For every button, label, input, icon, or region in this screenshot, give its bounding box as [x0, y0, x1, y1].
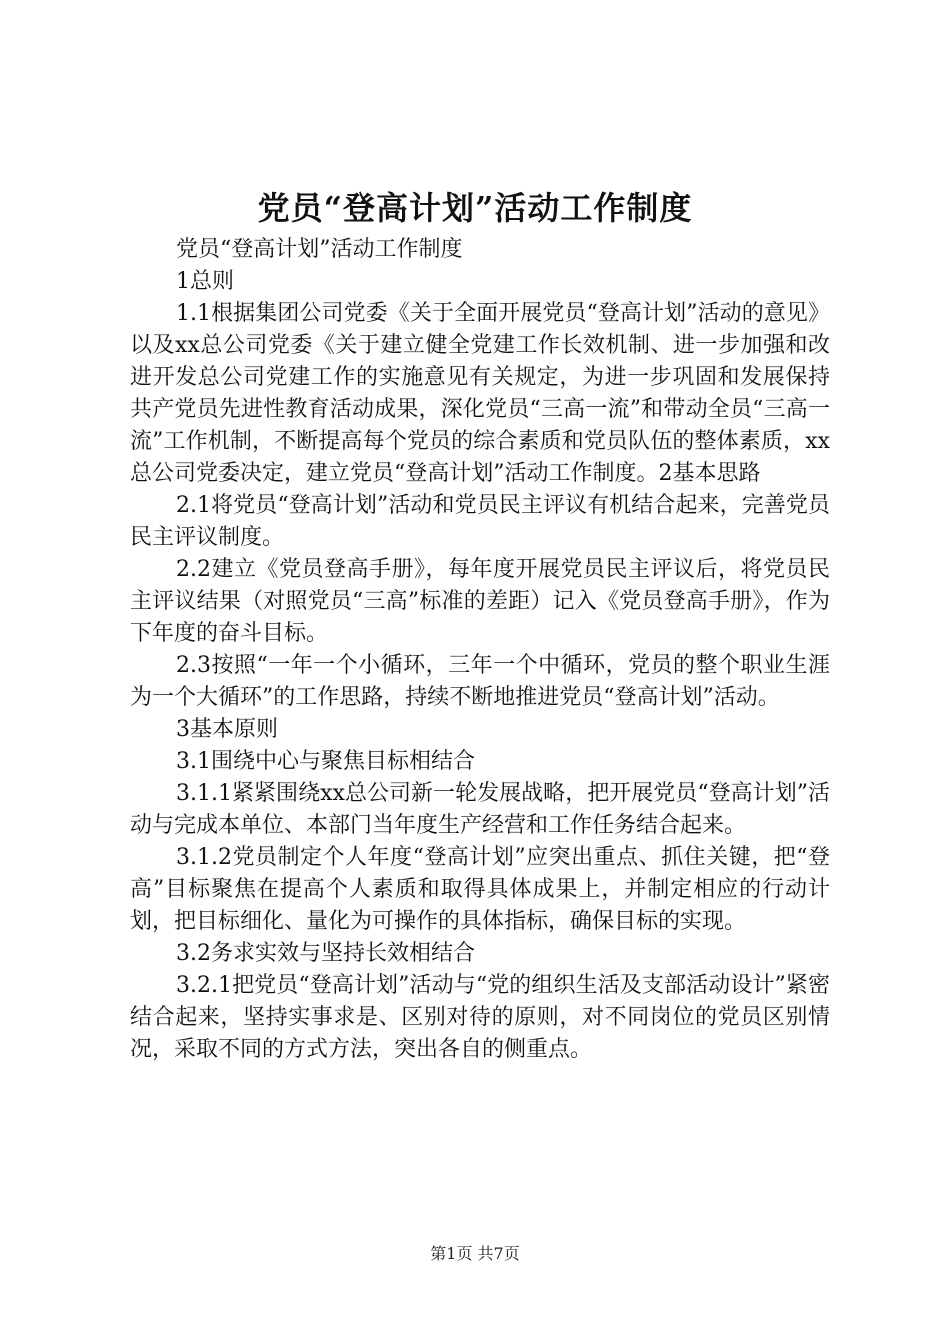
section-heading: 3基本原则 [176, 717, 278, 742]
document-body [130, 234, 830, 1066]
document-title: 党员“登高计划”活动工作制度 [257, 189, 693, 227]
paragraph: 3.1.1紧紧围绕xx总公司新一轮发展战略，把开展党员“登高计划”活动与完成本单位、本部门当年度生产经营和工作任务结合起来。 [130, 781, 830, 838]
paragraph: 1.1根据集团公司党委《关于全面开展党员“登高计划”活动的意见》以及xx总公司党委《关于建立健全党建工作长效机制、进一步加强和改进开发总公司党建工作的实施意见有关规定，为进一步巩固和发展保持共产党员先进性教育活动成果，深化党员“三高一流”和带动全员“三高一流”工作机制，不断提高每个党员的综合素质和党员队伍的整体素质，xx总公司党委决定，建立党员“登高计划”活动工作制度。2基本思路 [130, 301, 830, 486]
paragraph: 3.2.1把党员“登高计划”活动与“党的组织生活及支部活动设计”紧密结合起来，坚持实事求是、区别对待的原则，对不同岗位的党员区别情况，采取不同的方式方法，突出各自的侧重点。 [130, 973, 830, 1062]
paragraph-subtitle: 党员“登高计划”活动工作制度 [176, 237, 463, 262]
subsection-heading: 3.1围绕中心与聚焦目标相结合 [176, 749, 475, 774]
paragraph: 3.1.2党员制定个人年度“登高计划”应突出重点、抓住关键，把“登高”目标聚焦在提高个人素质和取得具体成果上，并制定相应的行动计划，把目标细化、量化为可操作的具体指标，确保目标的实现。 [130, 845, 830, 934]
paragraph: 2.1将党员“登高计划”活动和党员民主评议有机结合起来，完善党员民主评议制度。 [130, 493, 830, 550]
subsection-heading: 3.2务求实效与坚持长效相结合 [176, 941, 475, 966]
page-footer: 第1页 共7页 [430, 1244, 520, 1263]
paragraph: 2.2建立《党员登高手册》，每年度开展党员民主评议后，将党员民主评议结果（对照党员“三高”标准的差距）记入《党员登高手册》，作为下年度的奋斗目标。 [130, 557, 830, 646]
paragraph: 2.3按照“一年一个小循环，三年一个中循环，党员的整个职业生涯为一个大循环”的工作思路，持续不断地推进党员“登高计划”活动。 [130, 653, 830, 710]
section-heading: 1总则 [176, 269, 234, 294]
